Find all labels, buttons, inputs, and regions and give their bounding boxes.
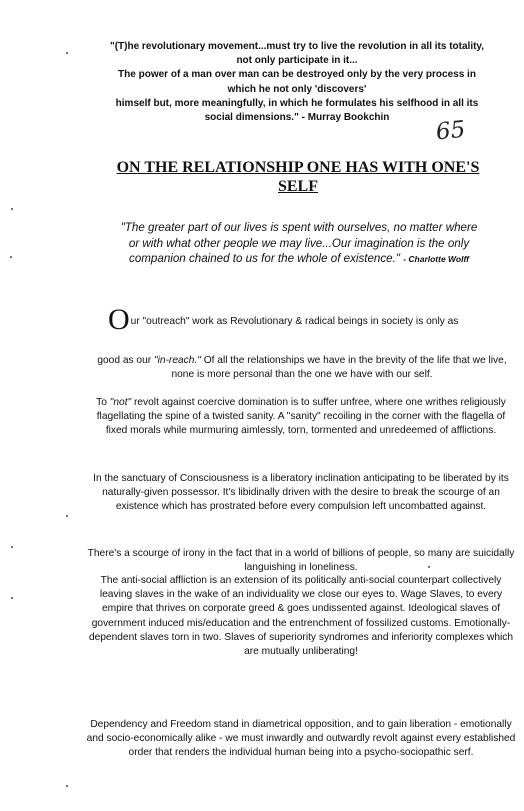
paragraph-6: The anti-social affliction is an extension of its politically anti-social counterpart collectively leaving slaves in the wake of an individuality we close our eyes to. Wage Slaves, to every empire that thrives on corporate greed & goes undissented against. Ideological slaves of government induced mis/education and the entrenchment of fossilized customs. Emotionally-dependent slaves torn in two. Slaves of superiority syndromes and inferiority complexes which are mutually unliberating!: [88, 575, 514, 658]
paragraph-4: In the sanctuary of Consciousness is a liberatory inclination anticipating to be liberated by its naturally-given possessor. It's libidinally driven with the desire to break the scourge of an existence which has prostrated before every compulsion left uncombatted against.: [93, 473, 509, 513]
quote-line: "The greater part of our lives is spent with ourselves, no matter where: [120, 221, 478, 234]
scan-speck: [66, 515, 68, 517]
handwritten-page-number: 65: [434, 116, 467, 146]
scan-speck: [66, 52, 68, 54]
scan-speck: [11, 597, 13, 599]
paragraph-7: Dependency and Freedom stand in diametrical opposition, and to gain liberation - emotionally and socio-economically alike - we must inwardly and outwardly revolt against every established order that renders the individual human being into a psycho-sociopathic serf.: [86, 719, 516, 759]
epigraph-line: social dimensions." - Murray Bookchin: [204, 112, 390, 124]
paragraph-2: [96, 354, 508, 382]
epigraph-line: himself but, more meaningfully, in which he formulates his selfhood in all its: [115, 97, 479, 109]
paragraph-text: Of all the relationships we have in the brevity of the life that we live, none is more personal than the one we have with our self.: [171, 355, 507, 381]
paragraph-emphasis: "not": [109, 397, 132, 408]
paragraph-text: revolt against coercive domination is to suffer unfree, where one writhes religiously flagellating the spine of a twisted sanity. A "sanity" recoiling in the corner with the flagella of fixed morals while murmuring aimlessly, torn, tormented and unredeemed of afflictions.: [96, 397, 506, 437]
scan-speck: [11, 546, 13, 548]
opening-quote: [96, 220, 502, 268]
chapter-title-line: SELF: [277, 178, 318, 195]
quote-line: [96, 251, 502, 268]
chapter-title-line: ON THE RELATIONSHIP ONE HAS WITH ONE'S: [116, 159, 480, 176]
paragraph-5: There's a scourge of irony in the fact that in a world of billions of people, so many are suicidally languishing in loneliness.: [87, 548, 515, 574]
paragraph-text: ur "outreach" work as Revolutionary & radical beings in society is only as: [130, 316, 459, 327]
quote-author: - Charlotte Wolff: [403, 254, 469, 264]
epigraph: [88, 40, 506, 125]
scan-speck: [66, 785, 68, 787]
paragraph-text: To: [96, 397, 110, 408]
epigraph-line: which he not only 'discovers': [227, 83, 367, 95]
drop-cap: O: [108, 303, 130, 336]
scan-speck: [10, 256, 12, 258]
epigraph-line: The power of a man over man can be destroyed only by the very process in: [118, 69, 476, 81]
epigraph-line: not only participate in it...: [236, 55, 358, 67]
scan-speck: [11, 208, 13, 210]
paragraph-text: good as our: [97, 355, 154, 366]
scan-speck: [428, 566, 430, 568]
paragraph-3: [86, 396, 516, 439]
paragraph-1: [108, 305, 508, 335]
quote-text: companion chained to us for the whole of existence.": [129, 252, 400, 265]
chapter-title: [88, 158, 508, 196]
paragraph-emphasis: "in-reach.": [153, 355, 201, 366]
quote-line: or with what other people we may live...Our imagination is the only: [128, 236, 470, 250]
epigraph-line: "(T)he revolutionary movement...must try to live the revolution in all its totality,: [109, 41, 485, 52]
